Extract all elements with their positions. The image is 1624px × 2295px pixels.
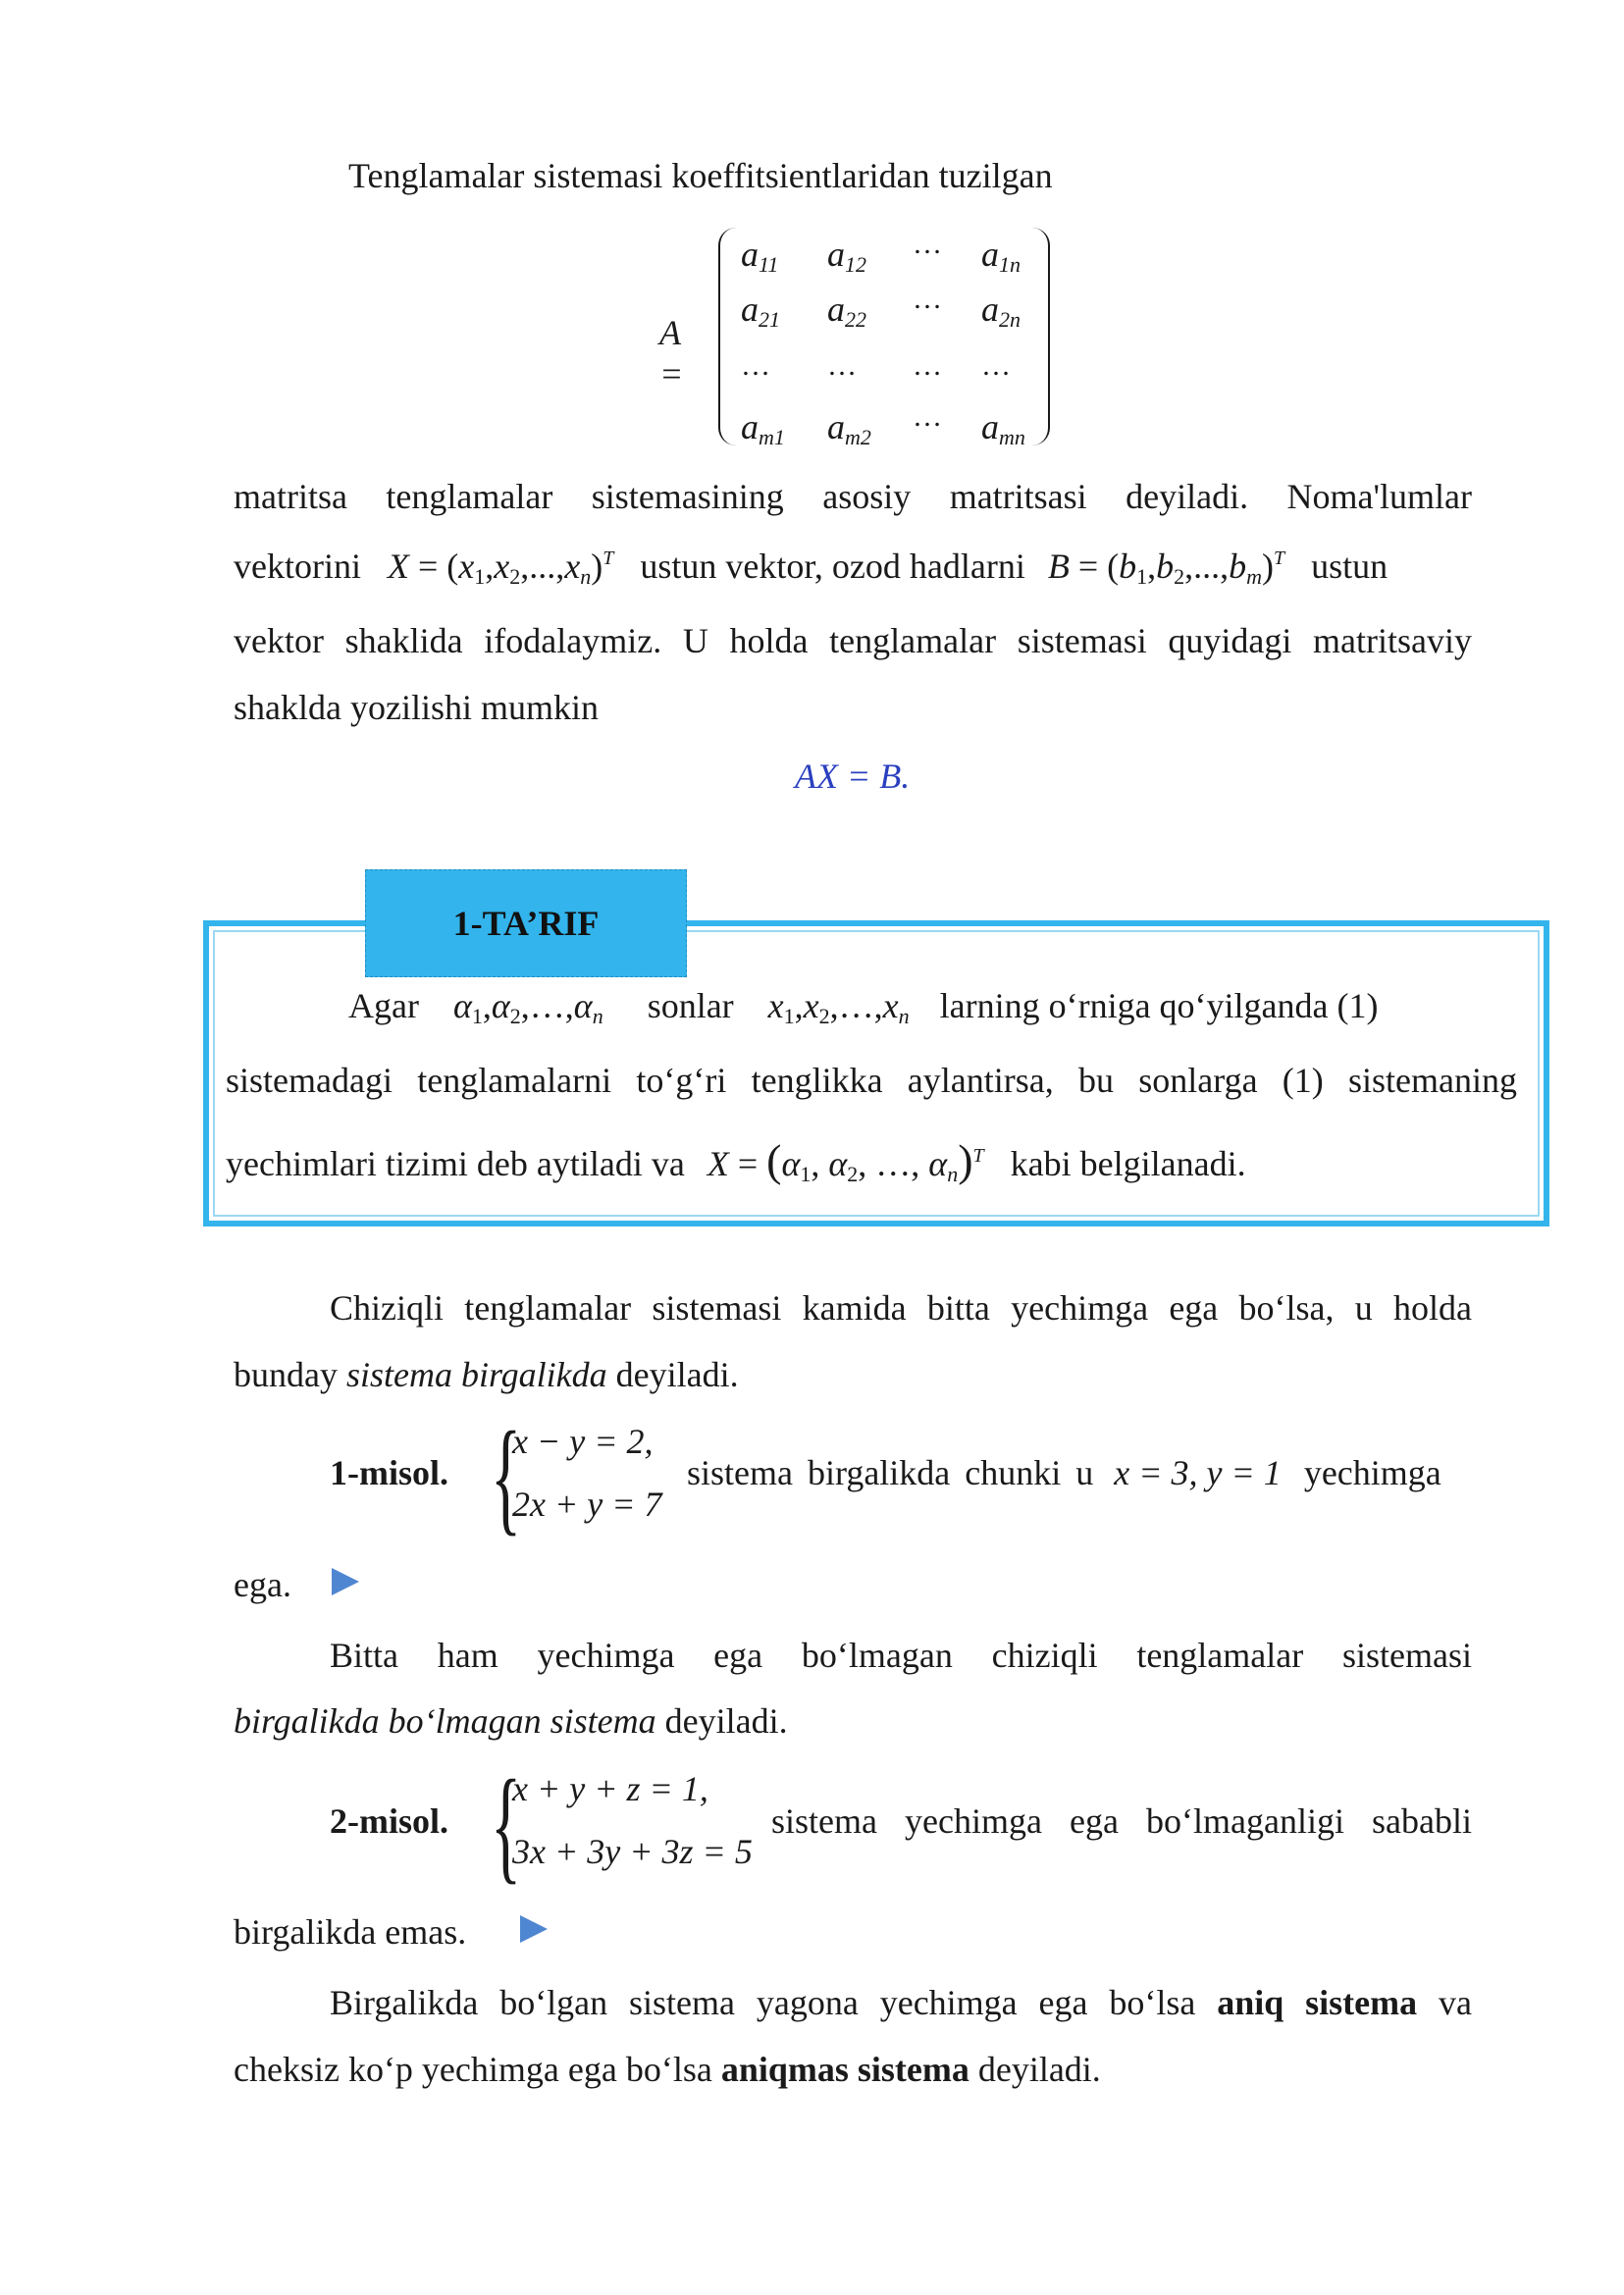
example1-text	[687, 1452, 1441, 1493]
alpha-sequence: $\alpha_1,\alpha_2,\dots,\alpha_n$	[452, 986, 603, 1028]
definition-title: 1-TA’RIF	[452, 904, 600, 943]
example1-label: 1-misol.	[330, 1453, 448, 1492]
para2-bunday: bunday	[234, 1355, 338, 1394]
matrix-cell: $a_{m1}$	[741, 407, 785, 449]
matrix-cell: …	[827, 349, 859, 382]
term-birgalikda-bolmagan: birgalikda bo‘lmagan sistema	[234, 1701, 656, 1741]
term-sistema-birgalikda: sistema birgalikda	[345, 1355, 607, 1394]
vector-X: $X = (x_1,x_2,...,x_n)^T$	[387, 547, 614, 589]
matrix-equation: AX = B.	[795, 756, 911, 796]
example1-text-a: sistema birgalikda chunki u	[687, 1453, 1094, 1492]
def-line3-start: yechimlari tizimi deb aytiladi va	[226, 1144, 685, 1183]
example1-brace: {	[491, 1406, 522, 1547]
matrix-cell: …	[913, 228, 944, 260]
para1-column-text: ustun vektor, ozod hadlarni	[640, 547, 1025, 586]
para3-line2	[234, 1700, 788, 1742]
para1-vectors-text: vektorini	[234, 547, 361, 586]
matrix-left-bracket	[718, 228, 738, 445]
matrix-cell: …	[981, 349, 1013, 382]
example1-solution: x = 3, y = 1	[1114, 1453, 1282, 1492]
example1-text-b: yechimga	[1303, 1453, 1441, 1492]
para4-line2-start: cheksiz ko‘p yechimga ega bo‘lsa	[234, 2050, 712, 2089]
para1-line4: shaklda yozilishi mumkin	[234, 688, 599, 727]
matrix-cell: $a_{mn}$	[981, 407, 1025, 449]
para4-deyiladi: deyiladi.	[977, 2050, 1101, 2089]
example2-text: sistema yechimga ega bo‘lmaganligi sababli	[771, 1801, 1472, 1841]
definition-line2: sistemadagi tenglamalarni to‘g‘ri tenglikka aylantirsa, bu sonlarga (1) sistemaning	[226, 1061, 1517, 1100]
def-sonlar: sonlar	[647, 986, 734, 1025]
matrix-cell: $a_{m2}$	[827, 407, 871, 449]
matrix-cell: $a_{21}$	[741, 289, 780, 332]
para1-ustun: ustun	[1311, 547, 1388, 586]
para1-line3: vektor shaklida ifodalaymiz. U holda tenglamalar sistemasi quyidagi matritsaviy	[234, 621, 1472, 660]
matrix-cell: $a_{22}$	[827, 289, 866, 332]
def-line3-end: kabi belgilanadi.	[1010, 1144, 1246, 1183]
matrix-right-bracket	[1030, 228, 1050, 445]
end-of-example1-arrow-icon	[332, 1568, 359, 1595]
para2-deyiladi: deyiladi.	[615, 1355, 739, 1394]
para4-line2	[234, 2049, 1101, 2090]
example2-eq2: 3x + 3y + 3z = 5	[512, 1832, 753, 1871]
example1-eq1: x − y = 2,	[512, 1422, 654, 1461]
solution-vector: $X = (\alpha_1$, $\alpha_2$, …, $\alpha_n)^T$	[707, 1135, 984, 1186]
matrix-cell: $a_{11}$	[741, 235, 779, 277]
example1-eq2: 2x + y = 7	[512, 1485, 662, 1524]
matrix-cell: …	[913, 283, 944, 315]
matrix-label: A =	[659, 313, 684, 393]
matrix-cell: $a_{1n}$	[981, 235, 1021, 277]
x-sequence: $x_1,x_2,\dots,x_n$	[767, 986, 910, 1028]
matrix-cell: $a_{2n}$	[981, 289, 1021, 332]
example2-tail: birgalikda emas.	[234, 1912, 467, 1952]
def-agar: Agar	[348, 986, 419, 1025]
matrix-cell: …	[913, 349, 944, 382]
definition-line1	[348, 985, 1516, 1029]
example2-eq1: x + y + z = 1,	[512, 1769, 708, 1808]
example2-label: 2-misol.	[330, 1801, 448, 1841]
intro-line: Tenglamalar sistemasi koeffitsientlaridan tuzilgan	[348, 156, 1053, 195]
vector-B: $B = (b_1,b_2,...,b_m)^T$	[1047, 547, 1285, 589]
para4-line1-start: Birgalikda bo‘lgan sistema yagona yechimga ega bo‘lsa	[330, 1983, 1196, 2022]
definition-line3	[226, 1134, 1246, 1187]
matrix-cell: …	[913, 400, 944, 433]
term-aniq-sistema: aniq sistema	[1217, 1983, 1418, 2022]
definition-tab	[365, 869, 687, 977]
para2-line1: Chiziqli tenglamalar sistemasi kamida bitta yechimga ega bo‘lsa, u holda	[330, 1288, 1472, 1328]
end-of-example2-arrow-icon	[520, 1915, 548, 1943]
para1-line2	[234, 546, 1388, 590]
para2-line2	[234, 1354, 739, 1395]
term-aniqmas-sistema: aniqmas sistema	[720, 2050, 969, 2089]
para4-line1	[330, 1982, 1472, 2023]
matrix-cell: $a_{12}$	[827, 235, 866, 277]
para4-va: va	[1439, 1983, 1472, 2022]
def-line1-end: larning o‘rniga qo‘yilganda (1)	[939, 986, 1379, 1025]
para3-line1: Bitta ham yechimga ega bo‘lmagan chiziqli tenglamalar sistemasi	[330, 1636, 1472, 1675]
para1-line1: matritsa tenglamalar sistemasining asosiy matritsasi deyiladi. Noma'lumlar	[234, 477, 1472, 516]
para3-deyiladi: deyiladi.	[664, 1701, 788, 1741]
matrix-cell: …	[741, 349, 772, 382]
example2-brace: {	[491, 1754, 522, 1896]
example1-tail: ega.	[234, 1565, 291, 1604]
